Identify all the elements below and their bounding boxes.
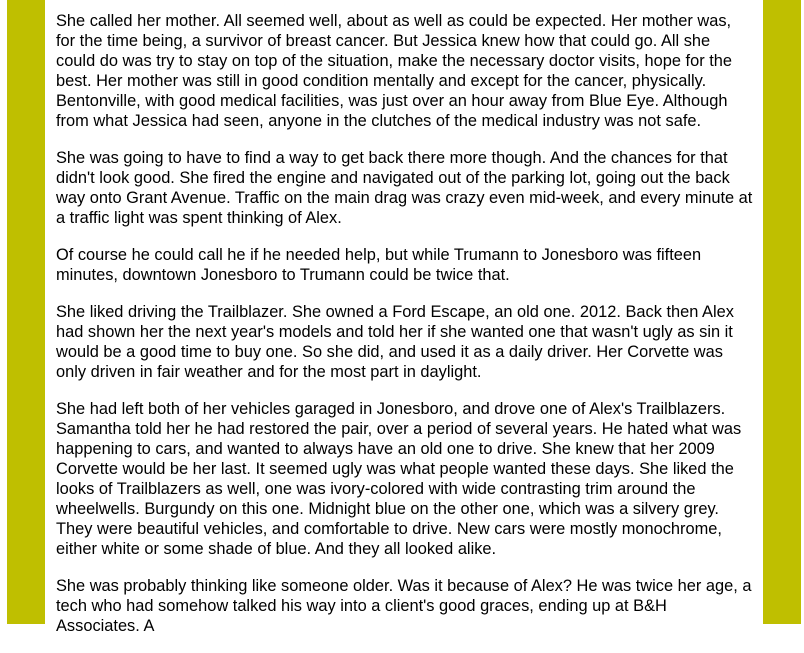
paragraph: She was going to have to find a way to get back there more though. And the chances for that didn't look good. She fired the engine and navigated out of the parking lot, going out the back way onto Grant Avenue. Traffic on the main drag was crazy even mid-week, and every minute at a traffic light was spent thinking of Alex. <box>56 149 753 227</box>
paragraph: She had left both of her vehicles garaged in Jonesboro, and drove one of Alex's Trailblazers. Samantha told her he had restored the pair, over a period of several years. He hated what was happening to cars, and wanted to always have an old one to drive. She knew that her 2009 Corvette would be her last. It seemed ugly was what people wanted these days. She liked the looks of Trailblazers as well, one was ivory-colored with wide contrasting trim around the wheelwells. Burgundy on this one. Midnight blue on the other one, which was a silvery grey. They were beautiful vehicles, and comfortable to drive. New cars were mostly monochrome, either white or some shade of blue. And they all looked alike. <box>56 400 742 558</box>
paragraph: She was probably thinking like someone older. Was it because of Alex? He was twice her age, a tech who had somehow talked his way into a client's good graces, ending up at B&H Associates. A <box>56 577 752 635</box>
paragraph: She liked driving the Trailblazer. She owned a Ford Escape, an old one. 2012. Back then Alex had shown her the next year's models and told her if she wanted one that wasn't ugly as sin it would be a good time to buy one. So she did, and used it as a daily driver. Her Corvette was only driven in fair weather and for the most part in daylight. <box>56 303 734 381</box>
paragraph: She called her mother. All seemed well, about as well as could be expected. Her mother was, for the time being, a survivor of breast cancer. But Jessica knew how that could go. All she could do was try to stay on top of the situation, make the necessary doctor visits, hope for the best. Her mother was still in good condition mentally and except for the cancer, physically. Bentonville, with good medical facilities, was just over an hour away from Blue Eye. Although from what Jessica had seen, anyone in the clutches of the medical industry was not safe. <box>56 12 733 130</box>
text-page <box>45 0 763 635</box>
paragraph: Of course he could call he if he needed help, but while Trumann to Jonesboro was fifteen minutes, downtown Jonesboro to Trumann could be twice that. <box>56 246 702 284</box>
story-text <box>56 11 753 653</box>
